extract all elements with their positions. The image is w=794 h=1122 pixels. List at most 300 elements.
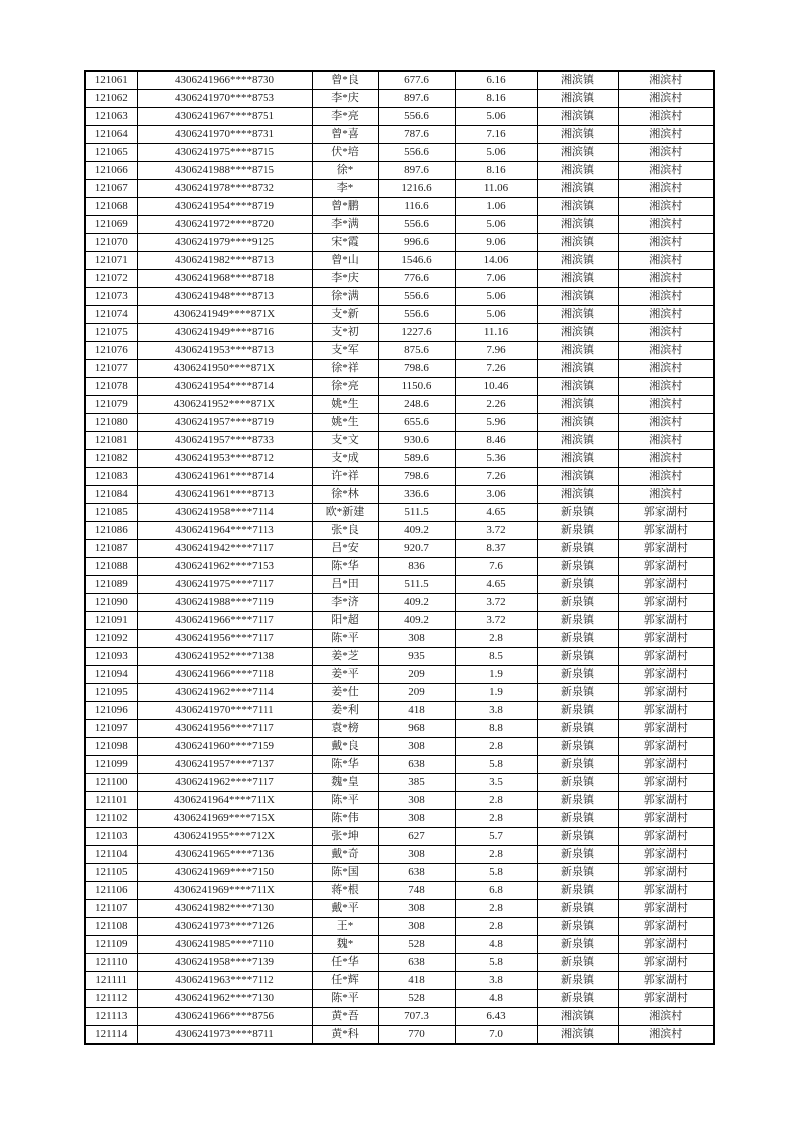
cell-seq: 121107 [85,900,137,918]
cell-amount: 897.6 [378,90,455,108]
cell-town: 湘滨镇 [537,306,618,324]
cell-id-number: 4306241966****8756 [137,1008,312,1026]
cell-secondary-amount: 3.06 [455,486,537,504]
cell-secondary-amount: 9.06 [455,234,537,252]
cell-seq: 121077 [85,360,137,378]
cell-name: 曾*鹏 [312,198,378,216]
cell-amount: 968 [378,720,455,738]
cell-village: 湘滨村 [618,324,714,342]
cell-id-number: 4306241964****7113 [137,522,312,540]
cell-town: 新泉镇 [537,594,618,612]
cell-secondary-amount: 3.5 [455,774,537,792]
cell-id-number: 4306241988****8715 [137,162,312,180]
cell-village: 湘滨村 [618,432,714,450]
cell-secondary-amount: 4.65 [455,576,537,594]
table-row [85,540,714,558]
cell-secondary-amount: 2.8 [455,918,537,936]
cell-amount: 308 [378,792,455,810]
cell-seq: 121104 [85,846,137,864]
cell-seq: 121067 [85,180,137,198]
cell-id-number: 4306241962****7153 [137,558,312,576]
cell-village: 郭家湖村 [618,738,714,756]
records-table [84,70,715,1045]
cell-town: 湘滨镇 [537,414,618,432]
table-row [85,594,714,612]
cell-name: 伏*培 [312,144,378,162]
cell-village: 郭家湖村 [618,504,714,522]
table-row [85,828,714,846]
table-row [85,738,714,756]
table-row [85,252,714,270]
cell-village: 郭家湖村 [618,594,714,612]
cell-secondary-amount: 4.65 [455,504,537,522]
cell-town: 湘滨镇 [537,342,618,360]
cell-amount: 677.6 [378,71,455,90]
cell-name: 任*辉 [312,972,378,990]
cell-village: 郭家湖村 [618,792,714,810]
table-row [85,270,714,288]
cell-village: 郭家湖村 [618,954,714,972]
cell-village: 郭家湖村 [618,576,714,594]
cell-secondary-amount: 3.72 [455,522,537,540]
cell-id-number: 4306241952****871X [137,396,312,414]
cell-town: 湘滨镇 [537,1026,618,1045]
cell-seq: 121081 [85,432,137,450]
cell-secondary-amount: 1.9 [455,666,537,684]
cell-name: 李*亮 [312,108,378,126]
cell-id-number: 4306241973****7126 [137,918,312,936]
cell-secondary-amount: 2.8 [455,792,537,810]
cell-secondary-amount: 2.8 [455,810,537,828]
cell-village: 郭家湖村 [618,702,714,720]
table-row [85,648,714,666]
cell-village: 郭家湖村 [618,558,714,576]
cell-seq: 121102 [85,810,137,828]
table-row [85,234,714,252]
cell-seq: 121069 [85,216,137,234]
cell-town: 新泉镇 [537,630,618,648]
table-row [85,504,714,522]
table-row [85,414,714,432]
cell-seq: 121073 [85,288,137,306]
cell-seq: 121110 [85,954,137,972]
cell-secondary-amount: 3.8 [455,972,537,990]
cell-seq: 121105 [85,864,137,882]
cell-secondary-amount: 1.06 [455,198,537,216]
cell-town: 湘滨镇 [537,198,618,216]
cell-id-number: 4306241955****712X [137,828,312,846]
cell-village: 湘滨村 [618,270,714,288]
cell-secondary-amount: 8.46 [455,432,537,450]
cell-id-number: 4306241954****8719 [137,198,312,216]
cell-town: 新泉镇 [537,864,618,882]
cell-amount: 638 [378,756,455,774]
cell-id-number: 4306241956****7117 [137,630,312,648]
cell-id-number: 4306241962****7114 [137,684,312,702]
cell-secondary-amount: 5.06 [455,306,537,324]
cell-id-number: 4306241948****8713 [137,288,312,306]
cell-name: 阳*超 [312,612,378,630]
cell-secondary-amount: 5.06 [455,108,537,126]
table-row [85,756,714,774]
table-row [85,720,714,738]
cell-id-number: 4306241969****711X [137,882,312,900]
cell-town: 新泉镇 [537,576,618,594]
cell-amount: 556.6 [378,108,455,126]
table-row [85,144,714,162]
cell-id-number: 4306241982****7130 [137,900,312,918]
cell-id-number: 4306241950****871X [137,360,312,378]
cell-town: 湘滨镇 [537,450,618,468]
cell-seq: 121072 [85,270,137,288]
cell-seq: 121095 [85,684,137,702]
cell-secondary-amount: 8.16 [455,162,537,180]
cell-town: 新泉镇 [537,918,618,936]
table-row [85,702,714,720]
cell-id-number: 4306241979****9125 [137,234,312,252]
cell-seq: 121108 [85,918,137,936]
cell-seq: 121078 [85,378,137,396]
table-row [85,198,714,216]
cell-name: 李*庆 [312,90,378,108]
cell-village: 郭家湖村 [618,666,714,684]
cell-amount: 748 [378,882,455,900]
cell-secondary-amount: 5.7 [455,828,537,846]
cell-id-number: 4306241957****8719 [137,414,312,432]
table-row [85,666,714,684]
cell-town: 湘滨镇 [537,71,618,90]
table-row [85,900,714,918]
table-row [85,1026,714,1045]
cell-seq: 121088 [85,558,137,576]
cell-amount: 116.6 [378,198,455,216]
cell-seq: 121063 [85,108,137,126]
cell-village: 湘滨村 [618,108,714,126]
cell-name: 曾*良 [312,71,378,90]
cell-amount: 627 [378,828,455,846]
cell-town: 新泉镇 [537,972,618,990]
table-row [85,126,714,144]
cell-town: 湘滨镇 [537,360,618,378]
cell-seq: 121086 [85,522,137,540]
table-row [85,486,714,504]
cell-name: 姚*生 [312,414,378,432]
cell-name: 支*初 [312,324,378,342]
cell-amount: 935 [378,648,455,666]
cell-village: 湘滨村 [618,378,714,396]
cell-town: 湘滨镇 [537,216,618,234]
cell-town: 新泉镇 [537,684,618,702]
cell-name: 陈*平 [312,792,378,810]
cell-village: 湘滨村 [618,306,714,324]
cell-id-number: 4306241970****8753 [137,90,312,108]
cell-amount: 418 [378,972,455,990]
cell-secondary-amount: 5.96 [455,414,537,432]
cell-id-number: 4306241960****7159 [137,738,312,756]
cell-secondary-amount: 5.8 [455,756,537,774]
cell-secondary-amount: 10.46 [455,378,537,396]
cell-amount: 836 [378,558,455,576]
cell-secondary-amount: 2.8 [455,738,537,756]
cell-amount: 418 [378,702,455,720]
cell-name: 徐*亮 [312,378,378,396]
cell-seq: 121062 [85,90,137,108]
table-row [85,162,714,180]
cell-seq: 121100 [85,774,137,792]
cell-amount: 556.6 [378,288,455,306]
cell-village: 郭家湖村 [618,774,714,792]
cell-id-number: 4306241962****7130 [137,990,312,1008]
cell-amount: 308 [378,900,455,918]
cell-name: 支*军 [312,342,378,360]
cell-id-number: 4306241958****7114 [137,504,312,522]
cell-amount: 798.6 [378,468,455,486]
cell-id-number: 4306241942****7117 [137,540,312,558]
cell-name: 徐*林 [312,486,378,504]
cell-id-number: 4306241954****8714 [137,378,312,396]
cell-town: 湘滨镇 [537,1008,618,1026]
records-table-body [85,71,714,1044]
cell-seq: 121066 [85,162,137,180]
cell-village: 湘滨村 [618,216,714,234]
cell-amount: 308 [378,846,455,864]
cell-secondary-amount: 1.9 [455,684,537,702]
cell-village: 湘滨村 [618,450,714,468]
cell-town: 新泉镇 [537,846,618,864]
cell-seq: 121064 [85,126,137,144]
cell-seq: 121087 [85,540,137,558]
cell-town: 新泉镇 [537,828,618,846]
cell-amount: 209 [378,666,455,684]
cell-name: 许*祥 [312,468,378,486]
cell-secondary-amount: 5.8 [455,864,537,882]
cell-amount: 308 [378,630,455,648]
cell-village: 湘滨村 [618,468,714,486]
cell-town: 新泉镇 [537,990,618,1008]
cell-village: 湘滨村 [618,396,714,414]
cell-id-number: 4306241968****8718 [137,270,312,288]
cell-town: 新泉镇 [537,702,618,720]
cell-secondary-amount: 7.6 [455,558,537,576]
cell-name: 李*济 [312,594,378,612]
cell-secondary-amount: 7.16 [455,126,537,144]
cell-id-number: 4306241970****7111 [137,702,312,720]
cell-amount: 556.6 [378,216,455,234]
cell-village: 湘滨村 [618,360,714,378]
table-row [85,90,714,108]
cell-id-number: 4306241988****7119 [137,594,312,612]
cell-seq: 121074 [85,306,137,324]
cell-secondary-amount: 8.5 [455,648,537,666]
cell-name: 魏* [312,936,378,954]
cell-secondary-amount: 8.16 [455,90,537,108]
cell-secondary-amount: 7.06 [455,270,537,288]
cell-amount: 1216.6 [378,180,455,198]
table-row [85,180,714,198]
cell-village: 湘滨村 [618,126,714,144]
cell-seq: 121113 [85,1008,137,1026]
cell-amount: 308 [378,918,455,936]
cell-village: 湘滨村 [618,90,714,108]
cell-amount: 875.6 [378,342,455,360]
cell-amount: 556.6 [378,144,455,162]
cell-id-number: 4306241978****8732 [137,180,312,198]
cell-village: 郭家湖村 [618,846,714,864]
cell-secondary-amount: 3.8 [455,702,537,720]
cell-town: 新泉镇 [537,522,618,540]
cell-amount: 209 [378,684,455,702]
cell-seq: 121112 [85,990,137,1008]
cell-village: 湘滨村 [618,342,714,360]
cell-amount: 409.2 [378,522,455,540]
cell-seq: 121068 [85,198,137,216]
cell-town: 新泉镇 [537,756,618,774]
cell-name: 徐*满 [312,288,378,306]
cell-name: 戴*奇 [312,846,378,864]
cell-village: 郭家湖村 [618,936,714,954]
cell-secondary-amount: 2.8 [455,630,537,648]
cell-village: 郭家湖村 [618,630,714,648]
cell-village: 郭家湖村 [618,882,714,900]
cell-secondary-amount: 8.37 [455,540,537,558]
cell-town: 湘滨镇 [537,270,618,288]
table-row [85,1008,714,1026]
cell-name: 陈*平 [312,990,378,1008]
cell-secondary-amount: 2.8 [455,900,537,918]
cell-town: 湘滨镇 [537,108,618,126]
cell-id-number: 4306241967****8751 [137,108,312,126]
cell-amount: 409.2 [378,594,455,612]
cell-amount: 655.6 [378,414,455,432]
cell-secondary-amount: 11.16 [455,324,537,342]
cell-town: 新泉镇 [537,504,618,522]
cell-town: 新泉镇 [537,810,618,828]
cell-town: 新泉镇 [537,648,618,666]
cell-name: 欧*新建 [312,504,378,522]
cell-id-number: 4306241966****7118 [137,666,312,684]
cell-amount: 556.6 [378,306,455,324]
cell-name: 张*良 [312,522,378,540]
cell-name: 李*满 [312,216,378,234]
cell-amount: 308 [378,810,455,828]
cell-seq: 121098 [85,738,137,756]
cell-amount: 638 [378,954,455,972]
cell-secondary-amount: 7.0 [455,1026,537,1045]
cell-name: 黄*吾 [312,1008,378,1026]
cell-seq: 121097 [85,720,137,738]
cell-village: 湘滨村 [618,180,714,198]
cell-name: 陈*华 [312,558,378,576]
cell-amount: 1150.6 [378,378,455,396]
cell-town: 新泉镇 [537,774,618,792]
table-row [85,288,714,306]
cell-town: 新泉镇 [537,792,618,810]
table-row [85,954,714,972]
cell-village: 郭家湖村 [618,990,714,1008]
cell-seq: 121090 [85,594,137,612]
cell-amount: 336.6 [378,486,455,504]
cell-village: 郭家湖村 [618,648,714,666]
cell-town: 湘滨镇 [537,252,618,270]
cell-secondary-amount: 5.06 [455,144,537,162]
table-row [85,792,714,810]
cell-name: 戴*良 [312,738,378,756]
table-row [85,774,714,792]
cell-id-number: 4306241982****8713 [137,252,312,270]
cell-seq: 121103 [85,828,137,846]
cell-seq: 121094 [85,666,137,684]
cell-secondary-amount: 5.36 [455,450,537,468]
cell-amount: 385 [378,774,455,792]
cell-amount: 770 [378,1026,455,1045]
cell-amount: 1546.6 [378,252,455,270]
cell-village: 郭家湖村 [618,720,714,738]
cell-secondary-amount: 6.16 [455,71,537,90]
cell-seq: 121075 [85,324,137,342]
cell-village: 郭家湖村 [618,522,714,540]
cell-village: 湘滨村 [618,144,714,162]
cell-seq: 121089 [85,576,137,594]
cell-village: 湘滨村 [618,414,714,432]
cell-secondary-amount: 7.96 [455,342,537,360]
cell-id-number: 4306241975****8715 [137,144,312,162]
cell-village: 湘滨村 [618,486,714,504]
cell-town: 新泉镇 [537,720,618,738]
cell-secondary-amount: 8.8 [455,720,537,738]
cell-seq: 121101 [85,792,137,810]
table-row [85,882,714,900]
cell-id-number: 4306241962****7117 [137,774,312,792]
cell-name: 张*坤 [312,828,378,846]
cell-name: 李* [312,180,378,198]
cell-id-number: 4306241949****871X [137,306,312,324]
cell-village: 郭家湖村 [618,828,714,846]
table-row [85,450,714,468]
cell-seq: 121070 [85,234,137,252]
cell-id-number: 4306241956****7117 [137,720,312,738]
table-row [85,630,714,648]
table-row [85,864,714,882]
cell-secondary-amount: 11.06 [455,180,537,198]
table-row [85,71,714,90]
cell-name: 姜*利 [312,702,378,720]
cell-name: 支*新 [312,306,378,324]
cell-amount: 787.6 [378,126,455,144]
cell-secondary-amount: 7.26 [455,468,537,486]
cell-id-number: 4306241952****7138 [137,648,312,666]
cell-secondary-amount: 7.26 [455,360,537,378]
cell-amount: 528 [378,990,455,1008]
cell-name: 任*华 [312,954,378,972]
cell-secondary-amount: 5.06 [455,288,537,306]
cell-name: 戴*平 [312,900,378,918]
cell-id-number: 4306241966****7117 [137,612,312,630]
cell-seq: 121065 [85,144,137,162]
cell-seq: 121076 [85,342,137,360]
table-row [85,342,714,360]
cell-id-number: 4306241969****715X [137,810,312,828]
cell-name: 吕*安 [312,540,378,558]
table-row [85,936,714,954]
table-row [85,846,714,864]
cell-amount: 776.6 [378,270,455,288]
cell-id-number: 4306241949****8716 [137,324,312,342]
cell-id-number: 4306241975****7117 [137,576,312,594]
cell-village: 郭家湖村 [618,810,714,828]
cell-village: 郭家湖村 [618,864,714,882]
cell-id-number: 4306241970****8731 [137,126,312,144]
cell-secondary-amount: 2.26 [455,396,537,414]
